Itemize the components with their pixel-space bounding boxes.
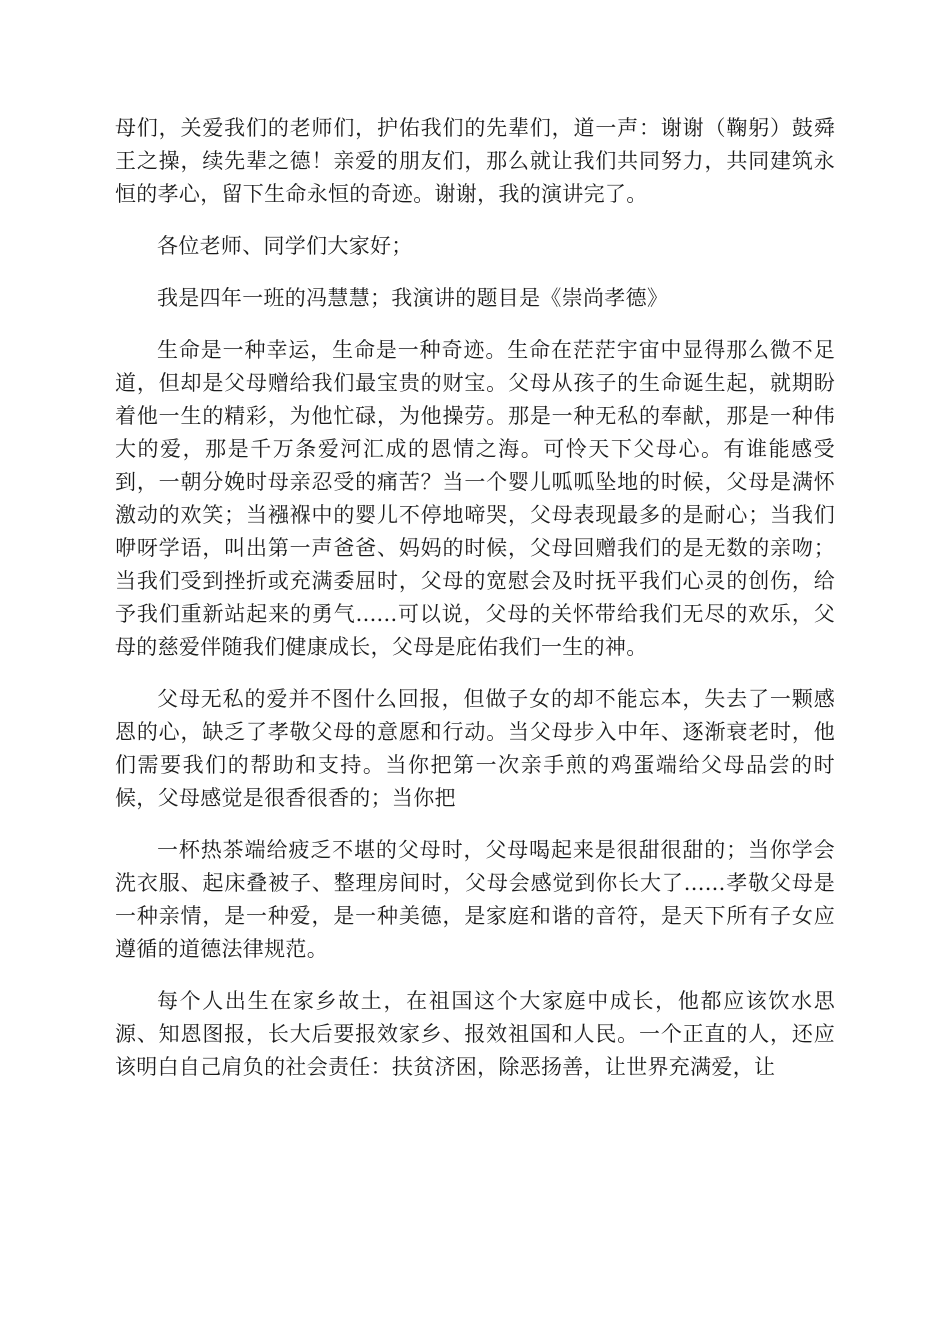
paragraph-introduction: 我是四年一班的冯慧慧；我演讲的题目是《崇尚孝德》 [157,286,669,310]
paragraph-filial-piety: 一杯热茶端给疲乏不堪的父母时，父母喝起来是很甜很甜的；当你学会洗衣服、起床叠被子、整理房间时，父母会感觉到你长大了......孝敬父母是一种亲情，是一种爱，是一种美德，是家庭和谐的音符，是天下所有子女应遵循的道德法律规范。 [115,838,835,961]
paragraph-greeting: 各位老师、同学们大家好； [157,234,413,258]
paragraph-life-miracle: 生命是一种幸运，生命是一种奇迹。生命在茫茫宇宙中显得那么微不足道，但却是父母赠给我们最宝贵的财宝。父母从孩子的生命诞生起，就期盼着他一生的精彩，为他忙碌，为他操劳。那是一种无私的奉献，那是一种伟大的爱，那是千万条爱河汇成的恩情之海。可怜天下父母心。有谁能感受到，一朝分娩时母亲忍受的痛苦？当一个婴儿呱呱坠地的时候，父母是满怀激动的欢笑；当襁褓中的婴儿不停地啼哭，父母表现最多的是耐心；当我们咿呀学语，叫出第一声爸爸、妈妈的时候，父母回赠我们的是无数的亲吻；当我们受到挫折或充满委屈时，父母的宽慰会及时抚平我们心灵的创伤，给予我们重新站起来的勇气......可以说，父母的关怀带给我们无尽的欢乐，父母的慈爱伴随我们健康成长，父母是庇佑我们一生的神。 [115,338,835,659]
document-body [115,112,835,1103]
paragraph-social-responsibility: 每个人出生在家乡故土，在祖国这个大家庭中成长，他都应该饮水思源、知恩图报，长大后要报效家乡、报效祖国和人民。一个正直的人，还应该明白自己肩负的社会责任：扶贫济困，除恶扬善，让世界充满爱，让 [115,989,835,1079]
paragraph-continuation: 母们，关爱我们的老师们，护佑我们的先辈们，道一声：谢谢（鞠躬）鼓舜王之操，续先辈之德！亲爱的朋友们，那么就让我们共同努力，共同建筑永恒的孝心，留下生命永恒的奇迹。谢谢，我的演讲完了。 [115,116,835,206]
paragraph-selfless-love: 父母无私的爱并不图什么回报，但做子女的却不能忘本，失去了一颗感恩的心，缺乏了孝敬父母的意愿和行动。当父母步入中年、逐渐衰老时，他们需要我们的帮助和支持。当你把第一次亲手煎的鸡蛋端给父母品尝的时候，父母感觉是很香很香的；当你把 [115,687,835,810]
